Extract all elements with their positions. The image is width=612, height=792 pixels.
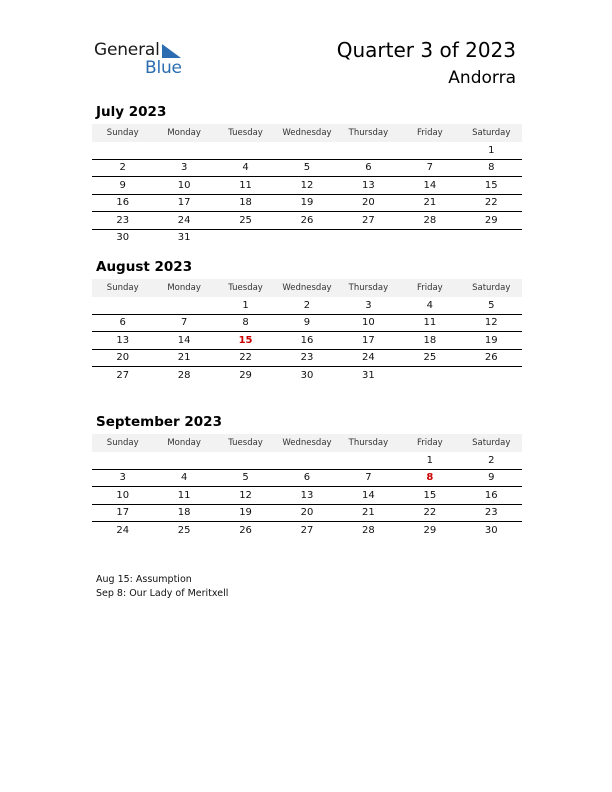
empty-day-cell — [153, 142, 214, 159]
day-cell: 1 — [461, 142, 522, 159]
day-cell: 31 — [362, 369, 375, 381]
day-cell: 16 — [461, 487, 522, 505]
day-cell: 28 — [177, 369, 191, 381]
day-cell: 13 — [338, 177, 399, 195]
day-cell: 3 — [338, 297, 399, 314]
weekday-header: Saturday — [461, 279, 522, 297]
empty-day-cell — [215, 142, 276, 159]
day-cell: 15 — [461, 177, 522, 195]
day-cell: 28 — [362, 524, 375, 536]
empty-day-cell — [338, 452, 399, 469]
week-row — [92, 487, 522, 505]
day-cell: 19 — [276, 194, 337, 212]
month-title: July 2023 — [96, 104, 167, 120]
day-cell: 8 — [461, 159, 522, 177]
weekday-header-row — [92, 124, 522, 142]
weekday-header: Wednesday — [276, 434, 337, 452]
empty-day-cell — [276, 142, 337, 159]
day-cell: 2 — [461, 452, 522, 469]
day-cell: 27 — [338, 212, 399, 230]
empty-day-cell — [153, 297, 214, 314]
holiday-day-cell: 15 — [215, 332, 276, 350]
country-name: Andorra — [448, 68, 516, 88]
day-cell: 13 — [276, 487, 337, 505]
day-cell: 11 — [399, 314, 460, 332]
page-title: Quarter 3 of 2023 — [336, 38, 516, 62]
day-cell: 24 — [338, 349, 399, 367]
day-cell: 2 — [92, 159, 153, 177]
week-row — [92, 212, 522, 230]
day-cell: 24 — [116, 524, 130, 536]
calendar-table — [92, 124, 522, 246]
weekday-header: Sunday — [92, 279, 153, 297]
day-cell: 14 — [338, 487, 399, 505]
day-cell: 25 — [399, 349, 460, 367]
day-cell: 26 — [276, 212, 337, 230]
day-cell: 24 — [153, 212, 214, 230]
day-cell: 9 — [461, 469, 522, 487]
day-cell: 27 — [300, 524, 314, 536]
day-cell: 26 — [239, 524, 252, 536]
day-cell: 23 — [276, 349, 337, 367]
day-cell: 25 — [215, 212, 276, 230]
calendar-table — [92, 434, 522, 539]
day-cell: 8 — [215, 314, 276, 332]
brand-name-general: General — [94, 40, 160, 60]
month-august — [92, 259, 522, 384]
day-cell: 10 — [153, 177, 214, 195]
empty-day-cell — [338, 142, 399, 159]
day-cell: 29 — [461, 212, 522, 230]
weekday-header: Tuesday — [215, 279, 276, 297]
holiday-notes — [96, 573, 228, 601]
day-cell: 4 — [399, 297, 460, 314]
week-row — [92, 297, 522, 314]
empty-day-cell — [276, 452, 337, 469]
day-cell: 20 — [276, 504, 337, 522]
day-cell: 10 — [92, 487, 153, 505]
day-cell: 5 — [461, 297, 522, 314]
day-cell: 2 — [276, 297, 337, 314]
week-row — [92, 504, 522, 522]
month-title: August 2023 — [96, 259, 193, 275]
day-cell: 4 — [215, 159, 276, 177]
week-row — [92, 522, 522, 539]
week-row — [92, 194, 522, 212]
weekday-header: Saturday — [461, 434, 522, 452]
week-row — [92, 452, 522, 469]
empty-day-cell — [399, 229, 460, 246]
day-cell: 16 — [276, 332, 337, 350]
weekday-header: Saturday — [461, 124, 522, 142]
weekday-header: Thursday — [338, 434, 399, 452]
week-row — [92, 469, 522, 487]
day-cell: 20 — [338, 194, 399, 212]
empty-day-cell — [461, 367, 522, 384]
day-cell: 28 — [399, 212, 460, 230]
day-cell: 12 — [461, 314, 522, 332]
day-cell: 29 — [239, 369, 252, 381]
weekday-header: Friday — [399, 124, 460, 142]
empty-day-cell — [399, 367, 460, 384]
brand-name-blue: Blue — [145, 58, 182, 78]
weekday-header: Friday — [399, 434, 460, 452]
weekday-header: Sunday — [92, 434, 153, 452]
month-july — [92, 104, 522, 246]
day-cell: 4 — [153, 469, 214, 487]
week-row — [92, 367, 522, 384]
day-cell: 30 — [484, 524, 498, 536]
day-cell: 13 — [92, 332, 153, 350]
empty-day-cell — [215, 452, 276, 469]
day-cell: 12 — [215, 487, 276, 505]
day-cell: 17 — [338, 332, 399, 350]
week-row — [92, 177, 522, 195]
day-cell: 19 — [215, 504, 276, 522]
weekday-header: Tuesday — [215, 434, 276, 452]
day-cell: 18 — [399, 332, 460, 350]
empty-day-cell — [338, 229, 399, 246]
weekday-header: Tuesday — [215, 124, 276, 142]
day-cell: 1 — [215, 297, 276, 314]
day-cell: 20 — [92, 349, 153, 367]
holiday-day-cell: 8 — [399, 469, 460, 487]
week-row — [92, 142, 522, 159]
day-cell: 18 — [215, 194, 276, 212]
weekday-header: Monday — [153, 124, 214, 142]
month-september — [92, 414, 522, 539]
holiday-note: Aug 15: Assumption — [96, 574, 192, 585]
week-row — [92, 349, 522, 367]
day-cell: 10 — [338, 314, 399, 332]
weekday-header: Thursday — [338, 124, 399, 142]
day-cell: 7 — [153, 314, 214, 332]
day-cell: 23 — [92, 212, 153, 230]
empty-day-cell — [215, 229, 276, 246]
week-row — [92, 159, 522, 177]
day-cell: 3 — [92, 469, 153, 487]
day-cell: 31 — [177, 232, 191, 244]
day-cell: 1 — [399, 452, 460, 469]
weekday-header: Wednesday — [276, 279, 337, 297]
brand-logo — [94, 40, 194, 80]
day-cell: 11 — [215, 177, 276, 195]
day-cell: 9 — [276, 314, 337, 332]
weekday-header: Sunday — [92, 124, 153, 142]
weekday-header: Friday — [399, 279, 460, 297]
day-cell: 29 — [423, 524, 437, 536]
day-cell: 11 — [153, 487, 214, 505]
day-cell: 25 — [177, 524, 191, 536]
week-row — [92, 332, 522, 350]
day-cell: 30 — [116, 232, 130, 244]
day-cell: 21 — [153, 349, 214, 367]
empty-day-cell — [92, 452, 153, 469]
logo-triangle-icon — [160, 43, 182, 59]
day-cell: 18 — [153, 504, 214, 522]
day-cell: 17 — [153, 194, 214, 212]
month-title: September 2023 — [96, 414, 222, 430]
day-cell: 22 — [461, 194, 522, 212]
day-cell: 7 — [399, 159, 460, 177]
day-cell: 15 — [399, 487, 460, 505]
day-cell: 21 — [338, 504, 399, 522]
day-cell: 26 — [461, 349, 522, 367]
empty-day-cell — [92, 142, 153, 159]
day-cell: 12 — [276, 177, 337, 195]
day-cell: 30 — [300, 369, 314, 381]
empty-day-cell — [399, 142, 460, 159]
week-row — [92, 229, 522, 246]
day-cell: 22 — [399, 504, 460, 522]
day-cell: 3 — [153, 159, 214, 177]
day-cell: 16 — [92, 194, 153, 212]
day-cell: 23 — [461, 504, 522, 522]
day-cell: 14 — [399, 177, 460, 195]
empty-day-cell — [276, 229, 337, 246]
empty-day-cell — [461, 229, 522, 246]
empty-day-cell — [92, 297, 153, 314]
day-cell: 9 — [92, 177, 153, 195]
day-cell: 6 — [92, 314, 153, 332]
day-cell: 27 — [116, 369, 130, 381]
day-cell: 22 — [215, 349, 276, 367]
day-cell: 5 — [215, 469, 276, 487]
holiday-note: Sep 8: Our Lady of Meritxell — [96, 588, 229, 599]
weekday-header-row — [92, 279, 522, 297]
day-cell: 14 — [153, 332, 214, 350]
weekday-header: Wednesday — [276, 124, 337, 142]
calendar-table — [92, 279, 522, 384]
weekday-header: Thursday — [338, 279, 399, 297]
day-cell: 7 — [338, 469, 399, 487]
week-row — [92, 314, 522, 332]
day-cell: 19 — [461, 332, 522, 350]
weekday-header: Monday — [153, 434, 214, 452]
day-cell: 5 — [276, 159, 337, 177]
empty-day-cell — [153, 452, 214, 469]
day-cell: 6 — [338, 159, 399, 177]
day-cell: 6 — [276, 469, 337, 487]
weekday-header: Monday — [153, 279, 214, 297]
day-cell: 21 — [399, 194, 460, 212]
day-cell: 17 — [92, 504, 153, 522]
weekday-header-row — [92, 434, 522, 452]
